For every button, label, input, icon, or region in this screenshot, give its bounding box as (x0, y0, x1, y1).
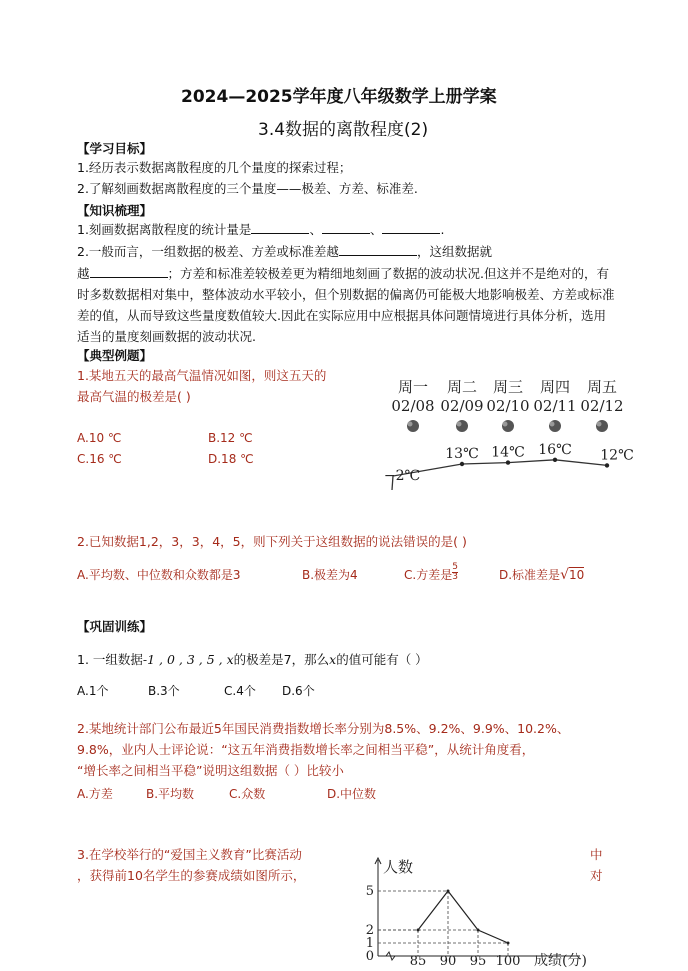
practice-2-line3: “增长率之间相当平稳”说明这组数据（ ）比较小 (77, 763, 344, 778)
weather-date-label: 02/09 (440, 397, 484, 415)
data-point (477, 929, 480, 932)
practice-3-line1: 3.在学校举行的“爱国主义教育”比赛活动 (77, 847, 302, 862)
example-1-option-d: D.18 ℃ (208, 452, 254, 466)
blank-field (382, 221, 440, 234)
temperature-label: 13℃ (445, 446, 479, 462)
x-tick-label: 85 (409, 954, 427, 969)
knowledge-item-2-line2: 越 (77, 266, 90, 281)
weather-day-label: 周二 (446, 378, 478, 396)
sun-icon (408, 422, 413, 427)
x-tick-label: 90 (439, 954, 457, 969)
fraction (452, 563, 458, 582)
example-2: 2.已知数据1,2，3，3，4，5，则下列关于这组数据的说法错误的是( ) (77, 534, 467, 549)
weather-date-label: 02/12 (580, 397, 624, 415)
y-tick-label: 0 (365, 949, 374, 964)
example-1-line2: 最高气温的极差是( ) (77, 389, 191, 404)
separator: 、 (369, 222, 383, 237)
option-c-label: C.方差是 (404, 568, 453, 582)
examples-heading: 【典型例题】 (77, 348, 153, 363)
knowledge-item-2-mid: ，这组数据就 (416, 244, 492, 259)
page-title: 2024—2025学年度八年级数学上册学案 (181, 87, 497, 107)
score-chart (360, 852, 600, 971)
weather-day-label: 周五 (586, 378, 618, 396)
example-2-option-d (499, 566, 584, 583)
practice-2-option-d: D.中位数 (327, 787, 377, 801)
practice-1-end: 的值可能有（ ） (336, 652, 428, 667)
knowledge-item-2-rest: ；方差和标准差较极差更为精细地刻画了数据的波动状况.但这并不是绝对的，有时多数数据相对集中，整体波动水平较小，但个别数据的偏离仍可能极大地影响极差、方差或标准差的值，从而导致这些量度数值较大.因此在实际应用中应根据具体问题情境进行具体分析，选用适当的量度刻画数据的波动状况. (77, 266, 615, 344)
sun-icon (457, 422, 462, 427)
practice-1-var: x (329, 652, 337, 667)
practice-1-mid: 的极差是7，那么 (233, 652, 330, 667)
temperature-point (553, 458, 557, 462)
weather-day-label: 周一 (397, 378, 429, 396)
x-tick-label: 95 (469, 954, 487, 969)
blank-field (251, 221, 309, 234)
y-tick-label: 2 (365, 923, 374, 938)
example-1-option-c: C.16 ℃ (77, 452, 122, 466)
practice-1-data: -1 , 0 , 3 , 5 , x (142, 652, 234, 667)
temperature-label: −2℃ (383, 468, 421, 484)
blank-field (322, 221, 370, 234)
period: . (440, 222, 445, 237)
temperature-point (460, 462, 464, 466)
page-subtitle: 3.4数据的离散程度(2) (258, 120, 429, 140)
example-1-option-a: A.10 ℃ (77, 431, 122, 445)
y-axis-label: 人数 (383, 858, 414, 876)
practice-1-option-c: C.4个 (224, 684, 256, 698)
data-line (418, 891, 508, 943)
practice-1-option-a: A.1个 (77, 684, 109, 698)
example-2-option-c (404, 562, 458, 583)
separator: 、 (309, 222, 322, 237)
example-2-option-a: A.平均数、中位数和众数都是3 (77, 568, 241, 582)
practice-2-option-c: C.众数 (229, 787, 266, 801)
goal-item: 2.了解刻画数据离散程度的三个量度——极差、方差、标准差. (77, 181, 418, 196)
sun-icon (503, 422, 508, 427)
weather-day-label: 周三 (492, 378, 524, 396)
example-1-option-b: B.12 ℃ (208, 431, 253, 445)
temperature-label: 14℃ (491, 444, 525, 461)
practice-1-option-d: D.6个 (282, 684, 315, 698)
practice-3-line1-right: 中 (590, 847, 603, 862)
data-point (417, 929, 420, 932)
knowledge-item-2-text: 2.一般而言，一组数据的极差、方差或标准差越 (77, 244, 339, 259)
sqrt-radicand: 10 (568, 568, 585, 582)
weather-date-label: 02/10 (486, 397, 530, 415)
practice-heading: 【巩固训练】 (77, 619, 153, 634)
data-point (447, 890, 450, 893)
goals-heading: 【学习目标】 (77, 141, 153, 156)
temperature-point (506, 460, 510, 464)
fraction-numerator: 5 (452, 562, 458, 572)
temperature-line (392, 460, 607, 490)
example-1-line1: 1.某地五天的最高气温情况如图，则这五天的 (77, 368, 327, 383)
data-point (507, 942, 510, 945)
sqrt-symbol: √ (560, 567, 569, 583)
sun-icon (597, 422, 602, 427)
x-axis-label: 成绩(分) (534, 953, 587, 969)
temperature-point (605, 463, 609, 467)
practice-1-option-b: B.3个 (148, 684, 180, 698)
weather-date-label: 02/11 (533, 397, 577, 415)
fraction-denominator: 3 (452, 572, 458, 582)
blank-field (90, 265, 168, 278)
x-tick-label: 100 (495, 954, 521, 969)
knowledge-item-2 (77, 242, 492, 262)
practice-2-line2: 9.8%，业内人士评论说：“这五年消费指数增长率之间相当平稳”，从统计角度看， (77, 742, 535, 757)
temperature-label: 16℃ (538, 441, 572, 458)
example-2-option-b: B.极差为4 (302, 568, 358, 582)
practice-2-option-a: A.方差 (77, 787, 113, 801)
practice-1-pre: 1. 一组数据 (77, 652, 143, 667)
knowledge-heading: 【知识梳理】 (77, 203, 153, 218)
goal-item: 1.经历表示数据离散程度的几个量度的探索过程； (77, 160, 352, 175)
sun-icon (550, 422, 555, 427)
knowledge-item-1 (77, 220, 444, 240)
knowledge-item-1-text: 1.刻画数据离散程度的统计量是 (77, 222, 252, 237)
weather-icon (549, 420, 561, 432)
weather-icon (407, 420, 419, 432)
practice-2-line1: 2.某地统计部门公布最近5年国民消费指数增长率分别为8.5%、9.2%、9.9%、10.2%、 (77, 721, 570, 736)
weather-icon (596, 420, 608, 432)
practice-3-line2: ，获得前10名学生的参赛成绩如图所示， (77, 868, 306, 883)
weather-figure (380, 372, 640, 502)
temperature-label: 12℃ (600, 447, 634, 464)
practice-3-line2-right: 对 (590, 868, 603, 883)
weather-date-label: 02/08 (391, 397, 435, 415)
weather-day-label: 周四 (539, 378, 571, 396)
y-tick-label: 1 (365, 936, 374, 951)
option-d-label: D.标准差是 (499, 568, 561, 582)
blank-field (339, 243, 417, 256)
weather-icon (456, 420, 468, 432)
practice-1 (77, 650, 428, 670)
weather-icon (502, 420, 514, 432)
knowledge-paragraph (77, 263, 617, 347)
practice-2-option-b: B.平均数 (146, 787, 195, 801)
y-tick-label: 5 (365, 884, 374, 899)
